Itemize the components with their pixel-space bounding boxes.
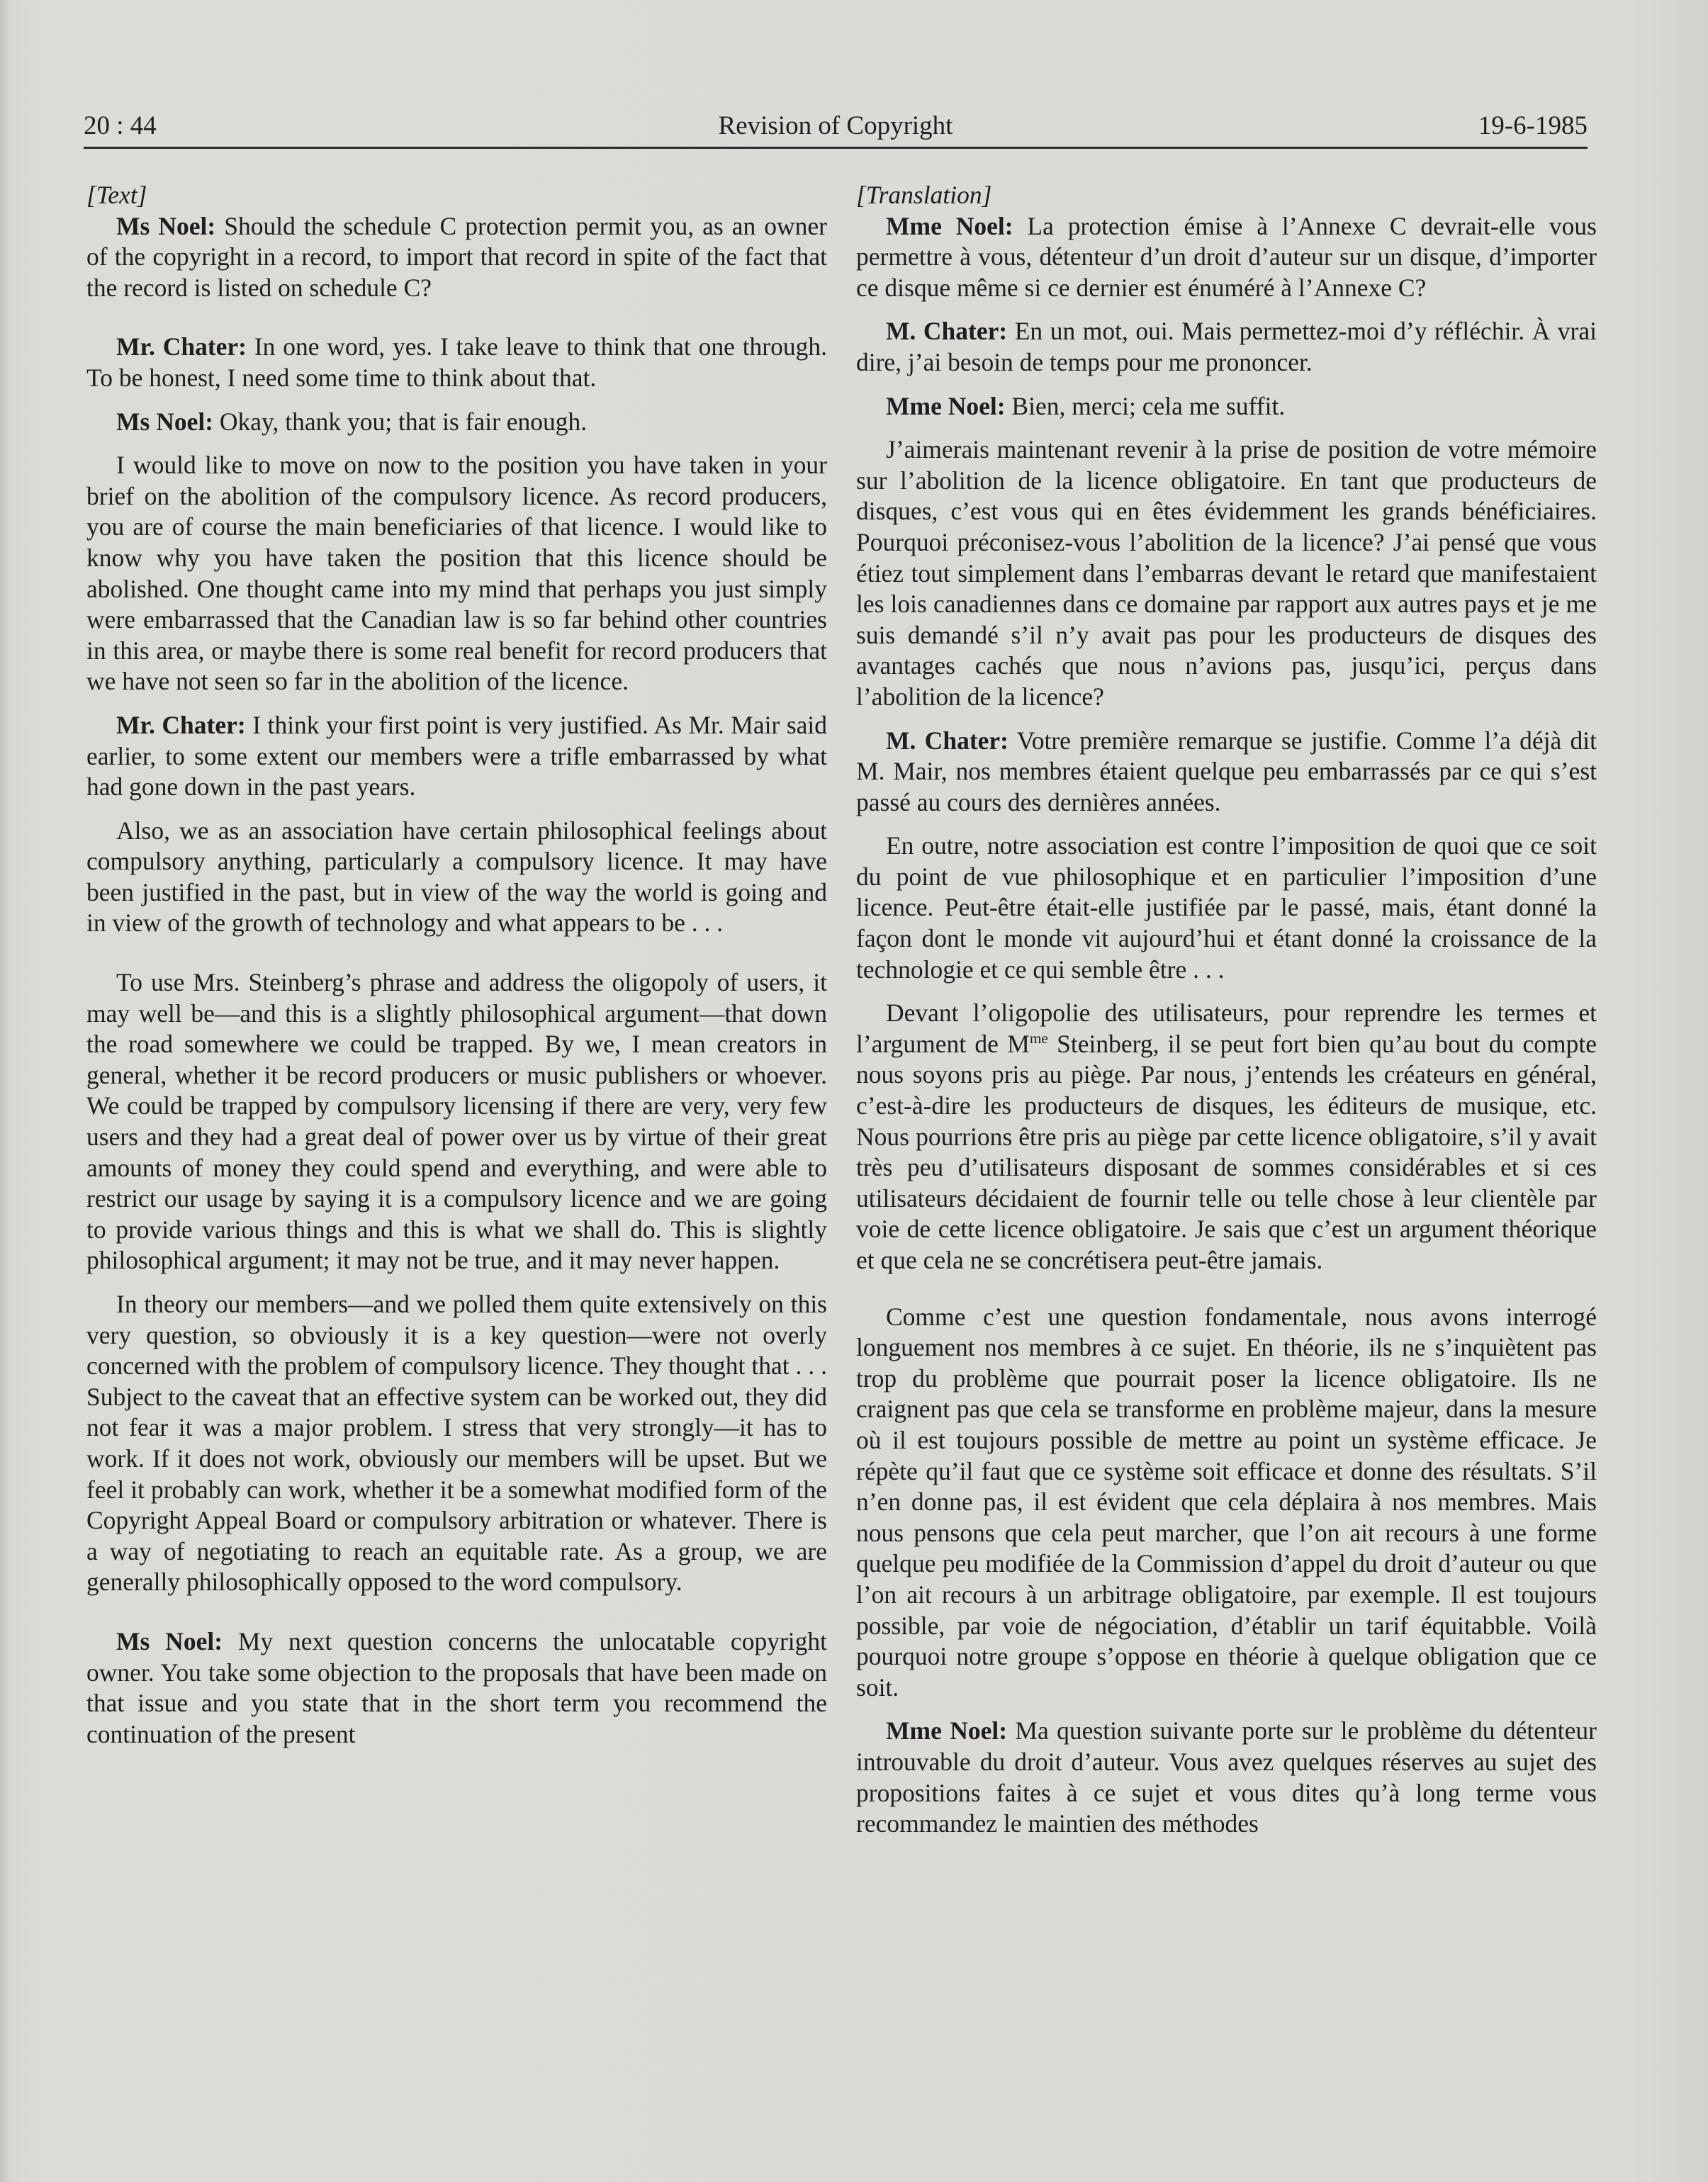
paragraph [856,316,1597,378]
paragraph-text: La protection émise à l’Annexe C devrait-elle vous permettre à vous, détenteur d’un droit d’auteur sur un disque, d’importer ce disque même si ce dernier est énuméré à l’Annexe C? [856,211,1597,302]
speaker-name: M. Chater: [886,317,1008,346]
paragraph-text: Should the schedule C protection permit you, as an owner of the copyright in a record, to import that record in spite of the fact that the record is listed on schedule C? [86,211,827,302]
paragraph-text: Steinberg, il se peut fort bien qu’au bout du compte nous soyons pris au piège. Par nous, j’entends les créateurs en général, c’est-à-dire les producteurs de disques, les éditeurs de musique, etc. Nous pourrions être pris au piège par cette licence obligatoire, s’il y avait très peu d’utilisateurs disposant de sommes considérables et si ces utilisateurs décidaient de fournir telle ou telle chose à leur clientèle par voie de cette licence obligatoire. Je sais que c’est un argument théorique et que cela ne se concrétisera peut-être jamais. [856,1029,1597,1274]
speaker-name: M. Chater: [886,726,1008,755]
paragraph-text: J’aimerais maintenant revenir à la prise de position de votre mémoire sur l’abolition de la licence obligatoire. En tant que producteurs de disques, c’est vous qui en êtes évidemment les grands bénéficiaires. Pourquoi préconisez-vous l’abolition de la licence? J’ai pensé que vous étiez tout simplement dans l’embarras devant le retard que manifestaient les lois canadiennes dans ce domaine par rapport aux autres pays et je me suis demandé s’il n’y avait pas pour les producteurs de disques des avantages cachés que nous n’avions pas, jusqu’ici, perçus dans l’abolition de la licence? [856,435,1597,711]
page-reference: 20 : 44 [84,111,157,140]
paragraph [86,450,827,697]
paragraph [856,831,1597,985]
paragraph [86,710,827,803]
english-column [86,180,827,1762]
paragraph-text: En un mot, oui. Mais permettez-moi d’y réfléchir. À vrai dire, j’ai besoin de temps pour me prononcer. [856,317,1597,376]
speaker-name: Mme Noel: [886,211,1013,240]
paragraph-text: Okay, thank you; that is fair enough. [213,407,588,436]
speaker-name: Mr. Chater: [116,332,247,361]
speaker-name: Ms Noel: [116,1626,223,1655]
paragraph-text: I think your first point is very justified. As Mr. Mair said earlier, to some extent our members were a trifle embarrassed by what had gone down in the past years. [86,710,828,802]
paragraph-text: My next question concerns the unlocatable copyright owner. You take some objection to the proposals that have been made on that issue and you state that in the short term you recommend the continuation of the present [86,1626,827,1748]
paragraph-text: Devant l’oligopolie des utilisateurs, pour reprendre les termes et l’argument de M [856,999,1597,1058]
speaker-name: Mme Noel: [886,391,1006,420]
header-rule [84,147,1588,149]
paragraph-text: Also, we as an association have certain philosophical feelings about compulsory anything, particularly a compulsory licence. It may have been justified in the past, but in view of the way the world is going and in view of the growth of technology and what appears to be . . . [86,816,827,938]
paragraph [856,391,1597,422]
paragraph [86,1289,827,1598]
document-title: Revision of Copyright [718,111,953,140]
superscript: me [1029,1030,1048,1047]
paragraph-text: Comme c’est une question fondamentale, nous avons interrogé longuement nos membres à ce sujet. En théorie, ils ne s’inquiètent pas trop du problème que pourrait poser la licence obligatoire. Ils ne craignent pas que cela se transforme en problème majeur, dans la mesure où il est toujours possible de mettre au point un système efficace. Je répète qu’il faut que ce système soit efficace et donne des résultats. S’il n’en donne pas, il est évident que cela déplaira à nos membres. Mais nous pensons que cela peut marcher, que l’on ait recours à une forme quelque peu modifiée de la Commission d’appel du droit d’auteur ou que l’on ait recours à un arbitrage obligatoire, par exemple. Il est toujours possible, par voie de négociation, d’établir un tarif équitabble. Voilà pourquoi notre groupe s’oppose en théorie à quelque obligation que ce soit. [856,1302,1597,1702]
paragraph [86,1626,827,1750]
speaker-name: Ms Noel: [116,407,214,436]
paragraph [856,434,1597,712]
paragraph [856,1716,1597,1839]
paragraph-text: Votre première remarque se justifie. Comme l’a déjà dit M. Mair, nos membres étaient quelque peu embarrassés par ce qui s’est passé au cours des dernières années. [856,726,1597,816]
column-tag: [Translation] [856,181,992,209]
paragraph-text: Ma question suivante porte sur le problème du détenteur introuvable du droit d’auteur. Vous avez quelques réserves au sujet des propositions faites à ce sujet et vous dites qu’à long terme vous recommandez le maintien des méthodes [856,1716,1597,1838]
paragraph [86,211,827,304]
speaker-name: Mr. Chater: [116,710,246,739]
running-header [84,108,1588,145]
paragraph-text: I would like to move on now to the position you have taken in your brief on the abolition of the compulsory licence. As record producers, you are of course the main beneficiaries of that licence. I would like to know why you have taken the position that this licence should be abolished. One thought came into my mind that perhaps you just simply were embarrassed that the Canadian law is so far behind other countries in this area, or maybe there is some real benefit for record producers that we have not seen so far in the abolition of the licence. [86,451,827,696]
paragraph-text: To use Mrs. Steinberg’s phrase and address the oligopoly of users, it may well be—and this is a slightly philosophical argument—that down the road somewhere we could be trapped. By we, I mean creators in general, whether it be record producers or music publishers or whoever. We could be trapped by compulsory licensing if there are very, very few users and they had a great deal of power over us by virtue of their great amounts of money they could spend and everything, and were able to restrict our usage by saying it is a compulsory licence and we are going to provide various things and this is what we shall do. This is slightly philosophical argument; it may not be true, and it may never happen. [86,968,827,1275]
paragraph [86,967,827,1276]
column-tag: [Text] [86,181,147,209]
paragraph [86,332,827,393]
paragraph-text: In one word, yes. I take leave to think that one through. To be honest, I need some time to think about that. [86,332,828,392]
paragraph-text: In theory our members—and we polled them quite extensively on this very question, so obviously it is a key question—were not overly concerned with the problem of compulsory licence. They thought that . . . Subject to the caveat that an effective system can be worked out, they did not fear it was a major problem. I stress that very strongly—it has to work. If it does not work, obviously our members will be upset. But we feel it probably can work, whether it be a somewhat modified form of the Copyright Appeal Board or compulsory arbitration or whatever. There is a way of negotiating to reach an equitable rate. As a group, we are generally philosophically opposed to the word compulsory. [86,1290,827,1597]
speaker-name: Mme Noel: [886,1716,1008,1745]
speaker-name: Ms Noel: [116,211,216,240]
header-date: 19-6-1985 [1478,111,1588,140]
paragraph-text: Bien, merci; cela me suffit. [1005,391,1286,420]
paragraph [86,407,827,438]
paragraph [856,726,1597,819]
paragraph [856,211,1597,304]
paragraph-text: En outre, notre association est contre l’imposition de quoi que ce soit du point de vue philosophique et en particulier l’imposition d’une licence. Peut-être était-elle justifiée par le passé, mais, étant donné la façon dont le monde vit aujourd’hui et étant donné la croissance de la technologie et ce qui semble être . . . [856,831,1597,984]
paragraph [856,998,1597,1276]
french-column [856,180,1597,1852]
paragraph [856,1302,1597,1704]
paragraph [86,816,827,939]
